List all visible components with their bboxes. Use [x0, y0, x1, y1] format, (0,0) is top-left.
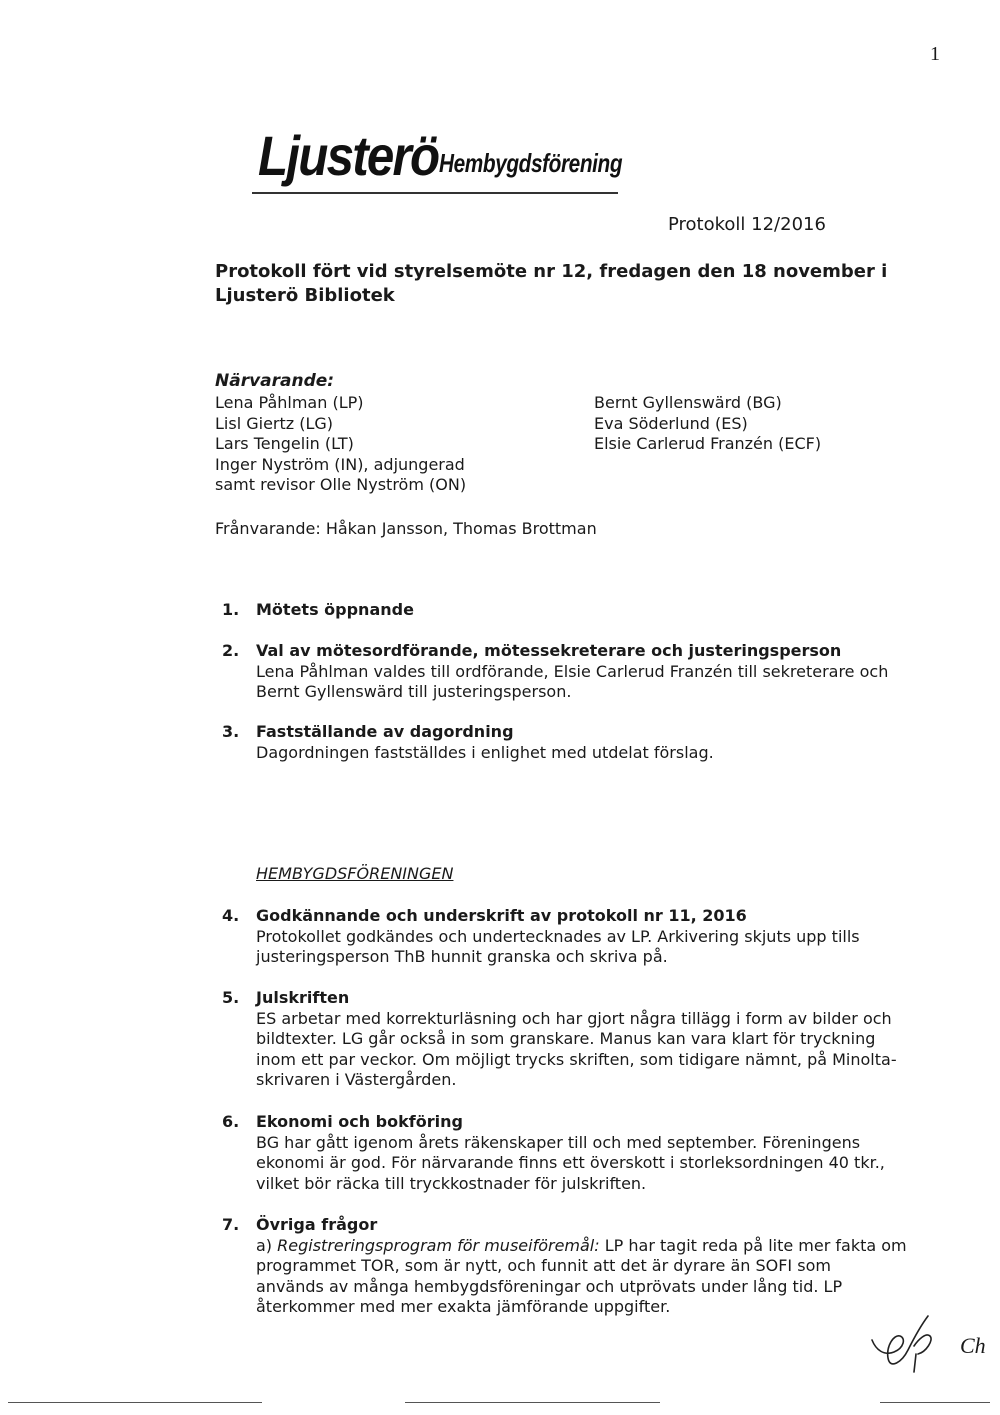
attendee: samt revisor Olle Nyström (ON) — [215, 475, 467, 494]
item-body — [256, 1236, 946, 1318]
body-line: inom ett par veckor. Om möjligt trycks skriften, som tidigare nämnt, på Minolta- — [256, 1049, 897, 1069]
item-heading: Val av mötesordförande, mötessekreterare och justeringsperson — [256, 641, 842, 660]
item-number: 6. — [222, 1112, 240, 1131]
body-line: återkommer med mer exakta jämförande uppgifter. — [256, 1297, 671, 1316]
body-line: skrivaren i Västergården. — [256, 1070, 457, 1089]
handwritten-signature — [866, 1310, 956, 1382]
footer-rule-middle — [405, 1402, 660, 1403]
body-line: justeringsperson ThB hunnit granska och skriva på. — [256, 947, 668, 966]
attendance-left-list — [215, 393, 466, 496]
body-prefix: a) — [256, 1235, 278, 1255]
item-body — [256, 1009, 946, 1091]
protocol-number: Protokoll 12/2016 — [668, 214, 826, 235]
attendee: Lisl Giertz (LG) — [215, 413, 334, 433]
logo-main-text: Ljusterö — [258, 124, 439, 187]
page-number: 1 — [930, 43, 940, 65]
attendee: Elsie Carlerud Franzén (ECF) — [594, 434, 822, 453]
absent-list: Frånvarande: Håkan Jansson, Thomas Brottman — [215, 519, 597, 538]
attendee: Lars Tengelin (LT) — [215, 434, 354, 453]
body-line: BG har gått igenom årets räkenskaper till och med september. Föreningens — [256, 1132, 861, 1152]
body-line-first — [256, 1236, 946, 1257]
item-body — [256, 1133, 946, 1195]
item-number: 2. — [222, 641, 240, 660]
body-line: Bernt Gyllenswärd till justeringsperson. — [256, 682, 572, 701]
body-line: programmet TOR, som är nytt, och funnit att det är dyrare än SOFI som — [256, 1256, 831, 1275]
logo-sub-text: Hembygdsförening — [439, 148, 623, 178]
body-line: ES arbetar med korrekturläsning och har gjort några tillägg i form av bilder och — [256, 1008, 892, 1028]
handwritten-initials: Ch — [960, 1333, 986, 1358]
item-heading: Övriga frågor — [256, 1215, 378, 1234]
item-heading: Mötets öppnande — [256, 600, 414, 619]
title-line: Protokoll fört vid styrelsemöte nr 12, fredagen den 18 november i — [215, 261, 888, 282]
item-number: 7. — [222, 1215, 240, 1234]
item-body — [256, 927, 946, 968]
item-body — [256, 662, 946, 703]
footer-rule-left — [8, 1402, 262, 1403]
item-number: 3. — [222, 722, 240, 741]
logo — [258, 124, 623, 187]
logo-underline — [252, 192, 618, 194]
title-line: Ljusterö Bibliotek — [215, 285, 395, 306]
body-line: Lena Påhlman valdes till ordförande, Elsie Carlerud Franzén till sekreterare och — [256, 661, 889, 681]
item-heading: Julskriften — [256, 988, 350, 1007]
item-number: 4. — [222, 906, 240, 925]
attendee: Inger Nyström (IN), adjungerad — [215, 454, 465, 474]
section-heading: HEMBYGDSFÖRENINGEN — [256, 864, 454, 883]
item-heading: Fastställande av dagordning — [256, 722, 514, 741]
item-number: 1. — [222, 600, 240, 619]
attendee: Lena Påhlman (LP) — [215, 393, 364, 412]
item-body — [256, 743, 946, 764]
attendance-heading: Närvarande: — [215, 371, 335, 391]
attendee: Bernt Gyllenswärd (BG) — [594, 393, 782, 412]
item-number: 5. — [222, 988, 240, 1007]
body-line: används av många hembygdsföreningar och utprövats under lång tid. LP — [256, 1276, 843, 1296]
attendee: Eva Söderlund (ES) — [594, 413, 748, 433]
document-title — [215, 260, 915, 308]
body-line: vilket bör räcka till tryckkostnader för julskriften. — [256, 1173, 647, 1193]
item-heading: Ekonomi och bokföring — [256, 1112, 463, 1131]
body-italic-term: Registreringsprogram för museiföremål: — [277, 1235, 600, 1255]
attendance-right-list — [594, 393, 821, 455]
body-line: Protokollet godkändes och undertecknades av LP. Arkivering skjuts upp tills — [256, 926, 860, 946]
body-line: bildtexter. LG går också in som granskare. Manus kan vara klart för tryckning — [256, 1029, 876, 1048]
footer-rule-right — [880, 1402, 990, 1403]
item-heading: Godkännande och underskrift av protokoll nr 11, 2016 — [256, 906, 747, 925]
body-rest: LP har tagit reda på lite mer fakta om — [599, 1235, 907, 1255]
body-line: Dagordningen fastställdes i enlighet med utdelat förslag. — [256, 742, 714, 762]
body-line: ekonomi är god. För närvarande finns ett överskott i storleksordningen 40 tkr., — [256, 1153, 885, 1172]
